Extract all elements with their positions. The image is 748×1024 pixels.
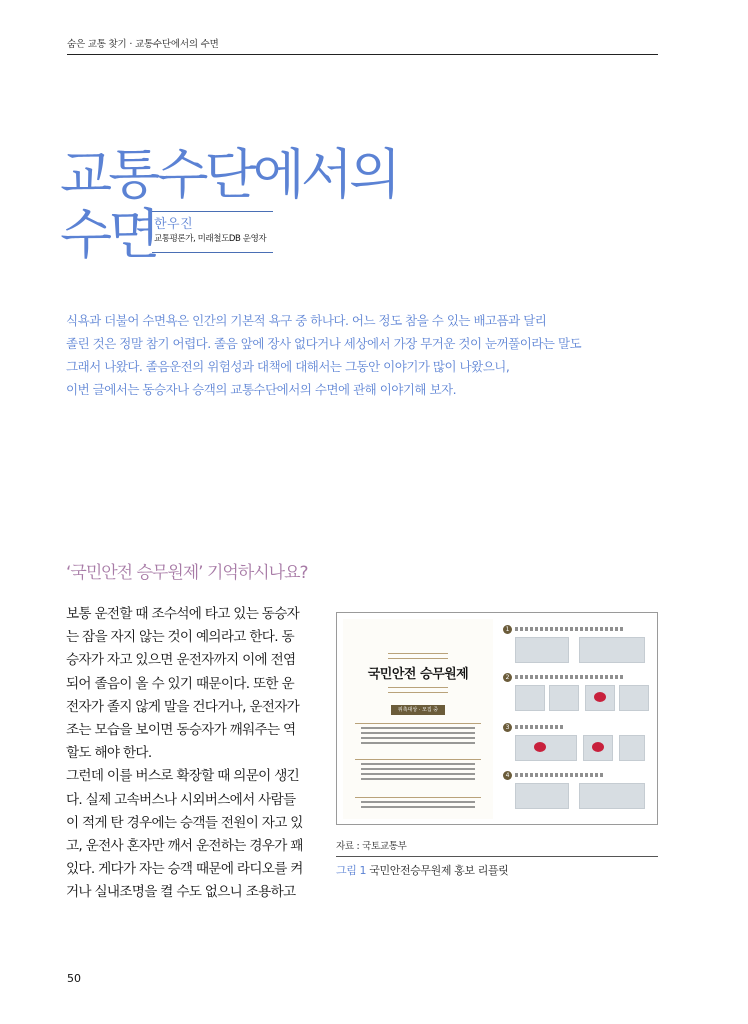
body-line: 전자가 졸지 않게 말을 건다거나, 운전자가 bbox=[66, 698, 300, 715]
running-head: 숨은 교통 찾기 · 교통수단에서의 수면 bbox=[67, 39, 219, 50]
lead-paragraph bbox=[66, 309, 646, 401]
lead-line: 졸린 것은 정말 참기 어렵다. 졸음 앞에 장사 없다거나 세상에서 가장 무거운 것이 눈꺼풀이라는 말도 bbox=[66, 336, 582, 351]
author-name: 한우진 bbox=[154, 217, 194, 232]
body-line: 그런데 이를 버스로 확장할 때 의문이 생긴 bbox=[66, 768, 300, 785]
leaflet-badge: 위촉대상 · 모집 중 bbox=[391, 705, 445, 715]
leaflet-steps-panel bbox=[499, 619, 653, 819]
body-line: 있다. 게다가 자는 승객 때문에 라디오를 켜 bbox=[66, 861, 303, 878]
figure-source: 자료 : 국토교통부 bbox=[336, 841, 407, 852]
step-number-badge: 3 bbox=[503, 723, 512, 732]
passengers-illustration bbox=[579, 637, 645, 663]
section-heading: ‘국민안전 승무원제’ 기억하시나요? bbox=[66, 563, 308, 583]
figure-number: 그림 1 bbox=[336, 864, 367, 877]
bus-illustration bbox=[515, 637, 569, 663]
step-number-badge: 1 bbox=[503, 625, 512, 634]
article-title-line1: 교통수단에서의 bbox=[60, 143, 398, 206]
body-line: 할도 해야 한다. bbox=[66, 745, 152, 762]
figure-caption-text: 국민안전승무원제 홍보 리플릿 bbox=[369, 864, 509, 877]
header-divider bbox=[67, 54, 658, 55]
article-title-line2: 수면 bbox=[60, 203, 157, 266]
leaflet-text-block bbox=[355, 723, 481, 747]
ornament-icon bbox=[388, 687, 448, 693]
leaflet-text-block bbox=[355, 759, 481, 783]
figure-leaflet-image bbox=[336, 612, 658, 825]
ornament-icon bbox=[388, 653, 448, 659]
author-role: 교통평론가, 미래철도DB 운영자 bbox=[154, 234, 267, 244]
leaflet-title: 국민안전 승무원제 bbox=[367, 667, 469, 682]
body-line: 보통 운전할 때 조수석에 타고 있는 동승자 bbox=[66, 606, 300, 622]
body-line: 고, 운전사 혼자만 깨서 운전하는 경우가 꽤 bbox=[66, 838, 303, 855]
figure-divider bbox=[336, 856, 658, 857]
body-line: 다. 실제 고속버스나 시외버스에서 사람들 bbox=[66, 791, 296, 808]
leaflet-text-block bbox=[355, 797, 481, 811]
step-number-badge: 2 bbox=[503, 673, 512, 682]
lead-line: 그래서 나왔다. 졸음운전의 위험성과 대책에 대해서는 그동안 이야기가 많이 나왔으니, bbox=[66, 359, 510, 374]
body-line: 되어 졸음이 올 수 있기 때문이다. 또한 운 bbox=[66, 675, 294, 692]
lead-line: 식욕과 더불어 수면욕은 인간의 기본적 욕구 중 하나다. 어느 정도 참을 수 있는 배고픔과 달리 bbox=[66, 313, 547, 328]
alarm-illustration bbox=[515, 735, 577, 761]
body-line: 승자가 자고 있으면 운전자까지 이에 전염 bbox=[66, 652, 296, 669]
figure-caption bbox=[336, 862, 508, 878]
body-line: 조는 모습을 보이면 동승자가 깨워주는 역 bbox=[66, 722, 296, 739]
body-text-column bbox=[66, 603, 318, 905]
lead-line: 이번 글에서는 동승자나 승객의 교통수단에서의 수면에 관해 이야기해 보자. bbox=[66, 382, 457, 397]
step-number-badge: 4 bbox=[503, 771, 512, 780]
author-box bbox=[152, 211, 273, 253]
body-line: 이 적게 탄 경우에는 승객들 전원이 자고 있 bbox=[66, 814, 303, 831]
leaflet-cover-panel bbox=[343, 619, 493, 819]
body-line: 는 잠을 자지 않는 것이 예의라고 한다. 동 bbox=[66, 629, 294, 646]
page-number: 50 bbox=[67, 972, 81, 985]
body-line: 거나 실내조명을 켤 수도 없으니 조용하고 bbox=[66, 884, 296, 901]
driver-illustration bbox=[579, 783, 645, 809]
